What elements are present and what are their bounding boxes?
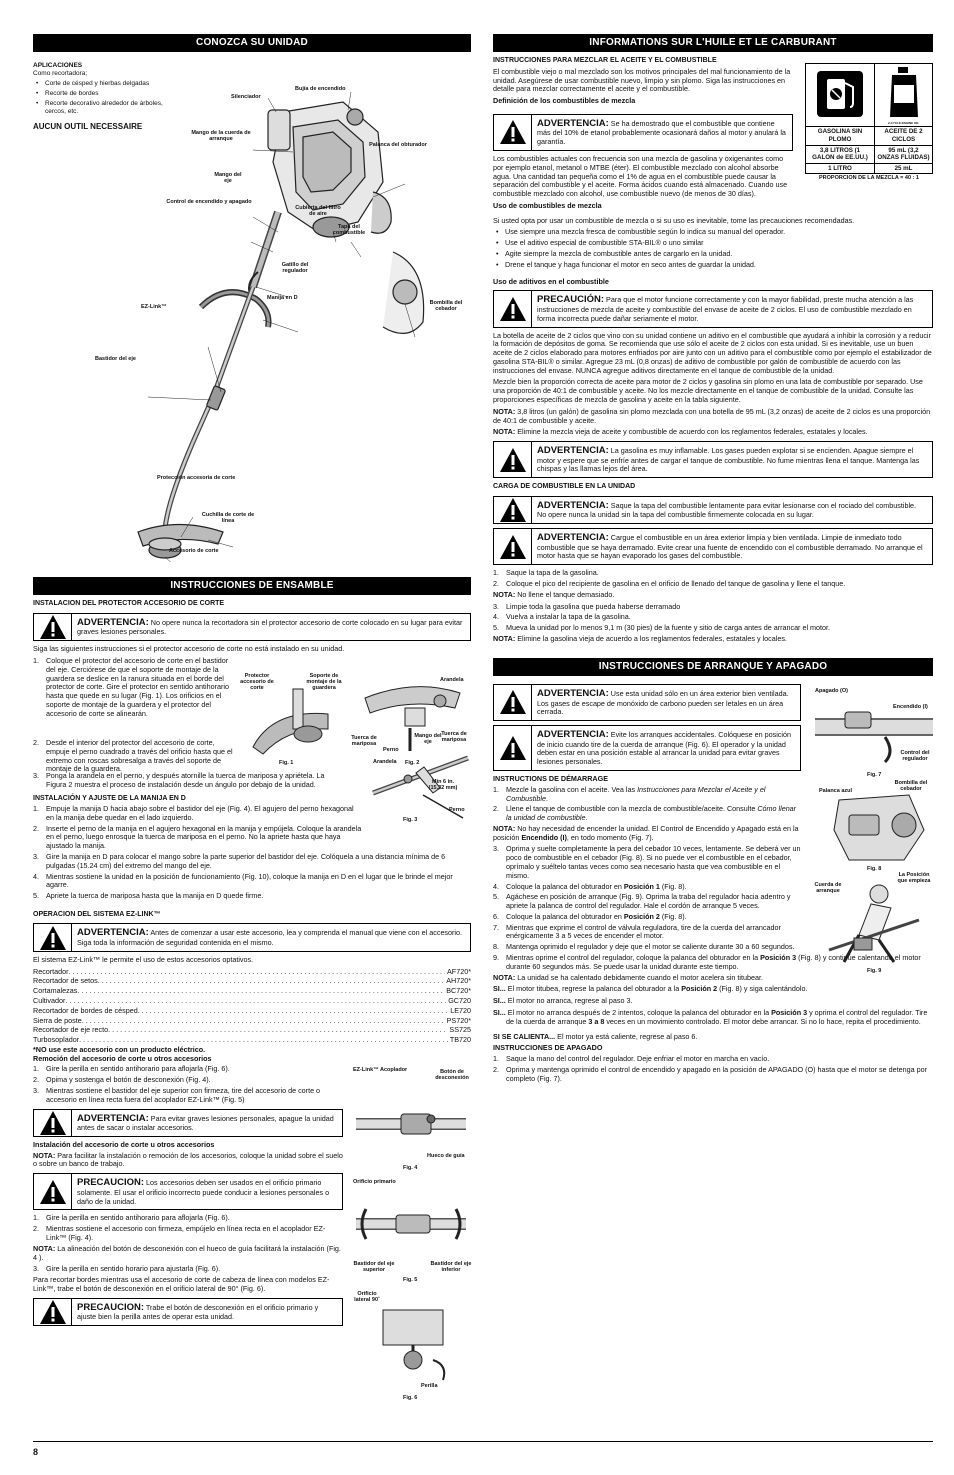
list-item: 9. Mientras oprime el control del regulador, coloque la palanca del obturador en la Posición 3 (Fig. 8) y continúe calentando el motor durante 60 segundos más. Se puede usar la unidad durante este tiempo. — [493, 953, 921, 971]
accessory-row: Recortador . . . AF720* — [33, 968, 471, 977]
paragraph: Mezcle bien la proporción correcta de aceite para motor de 2 ciclos y gasolina sin plomo en una lata de combustible por separado. Use una proporción de 40:1 de combustible y aceite. No los mezcle directamente en el tanque de combustible de la unidad. Consulte las proporciones específicas de mezcla de gasolina y aceite en la tabla siguiente. — [493, 377, 923, 404]
list-item: 6. Coloque la palanca del obturador en Posición 2 (Fig. 8). — [493, 911, 687, 921]
accessory-row: Cultivador . . . GC720 — [33, 997, 471, 1006]
subheading-use-blend: Uso de combustibles de mezcla — [493, 200, 602, 210]
subheading-guard-install: INSTALACION DEL PROTECTOR ACCESORIO DE CORTE — [33, 600, 225, 608]
list-item: 2. Opima y sostenga el botón de desconexión (Fig. 4). — [33, 1075, 211, 1085]
label-shaft-housing: Bastidor del eje — [95, 356, 136, 363]
label-choke-lever: Palanca del obturador — [369, 142, 427, 149]
accessory-list — [33, 968, 471, 1045]
if-line: SI... El motor no arranca después de 2 intentos, coloque la palanca del obturador en la Posición 3 y oprima el control del regulador. Tire de la cuerda de arranque 3 a 8 veces en un movimiento controlado. El motor debe arrancar. Si no lo hace, repita el procedimiento. — [493, 1007, 928, 1026]
caution-body: Trabe el botón de desconexión en el orificio primario y ajuste bien la perilla antes de operar esta unidad. — [77, 1302, 319, 1322]
warning-heading: ADVERTENCIA: — [77, 1112, 149, 1124]
caution-box — [493, 290, 933, 327]
list-item: 1. Gire la perilla en sentido antihorario para aflojarla (Fig. 6). — [33, 1213, 230, 1223]
fig8-label-primer: Bombilla del cebador — [894, 779, 928, 792]
paragraph: Los combustibles actuales con frecuencia son una mezcla de gasolina y oxigenantes como por ejemplo etanol, metanol o MTBE (éter). El combustible mezclado con alcohol absorbe agua. Una cantidad tan pequeña como el 1% de agua en el combustible puede causar la separación del combustible y el aceite. Forma ácidos cuando está almacenado. Cuando use combustible mezclado con alcohol, use combustible nuevo (de menos de 30 días). — [493, 153, 788, 199]
no-tool-note: AUCUN OUTIL NECESSAIRE — [33, 121, 143, 131]
caution-text — [72, 1174, 342, 1209]
accessory-row: Recortador de setos . . . AH720* — [33, 977, 471, 986]
if-line: SI SE CALIENTA... El motor ya está caliente, regrese al paso 6. — [493, 1031, 698, 1041]
note: NOTA: No hay necesidad de encender la unidad. El Control de Encendido y Apagado está en la posición Encendido (I), en todo momento (Fig. 7). — [493, 823, 799, 842]
note: NOTA: No llene el tanque demasiado. — [493, 589, 615, 599]
paragraph: Si usted opta por usar un combustible de mezcla o si su uso es inevitable, tome las precauciones recomendadas. — [493, 215, 855, 225]
warning-icon — [34, 1110, 72, 1136]
list-item: 5. Mueva la unidad por lo menos 9,1 m (30 pies) de la fuente y sitio de carga antes de arrancar el motor. — [493, 623, 831, 633]
list-item: 2. Coloque el pico del recipiente de gasolina en el orificio de llenado del tanque de gasolina y llene el tanque. — [493, 579, 846, 589]
label-shaft-handle: Mango del eje — [214, 172, 242, 185]
warning-box — [493, 496, 933, 524]
application-item: • Recorte decorativo alrededor de árboles, cercos, etc. — [33, 100, 173, 116]
list-item: 1. Empuje la manija D hacia abajo sobre el bastidor del eje (Fig. 4). El agujero del perno hexagonal en la manija debe quedar en el lado izquierdo. — [33, 804, 354, 822]
caution-box — [33, 1298, 343, 1326]
label-d-handle: Manija en D — [267, 295, 298, 302]
list-item: 5. Apriete la tuerca de mariposa hasta que la manija en D quede firme. — [33, 891, 264, 901]
warning-icon — [494, 497, 532, 523]
know-unit-area — [33, 52, 471, 557]
right-column — [493, 34, 933, 1085]
fuel-ratio-table — [805, 63, 933, 182]
accessory-row: Recortador de bordes de césped . . . LE720 — [33, 1007, 471, 1016]
fig1-label-protector: Protector accesorio de corte — [240, 673, 274, 692]
list-item: 1. Mezcle la gasolina con el aceite. Vea las Instrucciones para Mezclar el Aceite y el Combustible. — [493, 784, 766, 803]
table-cell: 25 mL — [875, 163, 933, 174]
warning-box — [493, 684, 801, 721]
fig3-label-wingnut: Tuerca de mariposa — [351, 734, 377, 747]
accessory-row: Turbosoplador . . . TB720 — [33, 1036, 471, 1045]
fig2-caption: Fig. 2 — [405, 760, 420, 767]
warning-body: Use esta unidad sólo en un área exterior bien ventilada. Los gases de escape de monóxido de carbono pueden ser letales en un área cerrada. — [537, 688, 789, 717]
warning-icon — [494, 442, 532, 477]
warning-body: No opere nunca la recortadora sin el protector accesorio de corte colocado en su lugar para evitar graves lesiones personales. — [77, 617, 463, 637]
fig3-label-shaft-handle: Mango del eje — [414, 732, 442, 745]
fig7-label-off: Apagado (O) — [815, 687, 848, 694]
fig4-label-coupler: EZ-Link™ Acoplador — [353, 1067, 408, 1074]
warning-text — [532, 115, 792, 150]
list-item: • Use siempre una mezcla fresca de combustible según lo indica su manual del operador. — [493, 228, 933, 237]
mix-ratio-caption: PROPORCION DE LA MEZCLA = 40 : 1 — [819, 175, 919, 182]
warning-text — [532, 529, 932, 564]
figure-4-illustration — [351, 1089, 471, 1159]
oil-bottle-cell — [875, 64, 933, 127]
warning-body: La gasolina es muy inflamable. Los gases pueden explotar si se encienden. Apague siempre el motor y espere que se enfríe antes de cargar el tanque de combustible. No fume mientras llena el tanque. Mantenga las chispas y las llamas lejos del área. — [537, 446, 920, 474]
warning-box — [33, 613, 471, 641]
note: NOTA: La alineación del botón de desconexión con el hueco de guía facilitará la instalación (Fig. 4 ). — [33, 1243, 341, 1262]
warning-heading: ADVERTENCIA: — [537, 445, 609, 457]
warning-text — [532, 497, 932, 523]
fig9-label-position: La Posición que empieza — [897, 871, 931, 884]
list-item: • Use el aditivo especial de combustible STA-BIL® o uno similar — [493, 239, 933, 248]
label-fuel-cap: Tapa del combustible — [332, 224, 366, 237]
fig5-caption: Fig. 5 — [403, 1277, 418, 1284]
fig7-label-on: Encendido (I) — [893, 703, 928, 710]
warning-icon — [34, 1299, 72, 1325]
paragraph: Siga las siguientes instrucciones si el protector accesorio de corte no está instalado en su unidad. — [33, 644, 345, 654]
fig4-label-guide: Hueco de guía — [427, 1153, 465, 1160]
accessory-row: Recortador de eje recto . . . SS725 — [33, 1026, 471, 1035]
fig9-caption: Fig. 9 — [867, 967, 882, 974]
caution-heading: PRECAUCIÓN: — [537, 294, 605, 306]
fig5-label-upper: Bastidor del eje superior — [353, 1261, 395, 1274]
list-item: 7. Mientras que exprime el control de válvula reguladora, tire de la cuerda del arrancador enérgicamente 3 a 5 veces de encender el motor. — [493, 922, 781, 941]
table-cell: 95 mL (3,2 ONZAS FLUIDAS) — [875, 145, 933, 163]
warning-icon — [494, 726, 532, 770]
label-spark-plug: Bujía de encendido — [295, 86, 346, 93]
caution-heading: PRECAUCION: — [77, 1177, 145, 1189]
left-column — [33, 34, 472, 1402]
note: NOTA: La unidad se ha calentado debidamente cuando el motor acelera sin titubear. — [493, 972, 763, 982]
fig6-caption: Fig. 6 — [403, 1395, 418, 1402]
caution-heading: PRECAUCION: — [77, 1301, 145, 1313]
subheading-definition: Definición de los combustibles de mezcla — [493, 96, 636, 106]
list-item: • Drene el tanque y haga funcionar el motor en seco antes de guardar la unidad. — [493, 261, 933, 270]
paragraph: El combustible viejo o mal mezclado son los motivos principales del mal funcionamiento de la unidad. Asegúrese de usar combustible nuevo, limpio y sin plomo. Siga las instrucciones en detalle para mezclar correctamente el aceite y el combustible. — [493, 66, 791, 94]
fig9-label-cord: Cuerda de arranque — [814, 881, 842, 894]
warning-text — [72, 614, 470, 640]
warning-body: Cargue el combustible en un área exterior limpia y bien ventilada. Limpie de inmediato todo combustible que se haya derramado. Evite crear una fuente de encendido con el combustible derramado. No arranque el motor hasta que se hayan evaporado los gases del combustible. — [537, 533, 923, 561]
list-item: 3. Limpie toda la gasolina que pueda haberse derramado — [493, 601, 681, 611]
ezlink-procedure — [33, 1064, 472, 1402]
list-item: 8. Mantenga oprimido el regulador y deje que el motor se caliente durante 30 a 60 segundos. — [493, 942, 795, 952]
fig4-label-button: Botón de desconexión — [435, 1069, 469, 1082]
accessory-row: Cortamalezas . . . BC720* — [33, 987, 471, 996]
fig8-caption: Fig. 8 — [867, 865, 882, 872]
caution-body: Los accesorios deben ser usados en el orificio primario solamente. El usar el orificio incorrecto puede conducir a lesiones personales o daño de la unidad. — [77, 1178, 330, 1206]
caution-text — [72, 1299, 342, 1325]
list-item: 4. Mientras sostiene la unidad en la posición de funcionamiento (Fig. 10), coloque la manija en D en el lugar que le brinde el mejor agarre. — [33, 871, 453, 890]
list-item: 1. Coloque el protector del accesorio de corte en el bastidor del eje. Cerciórese de que el soporte de montaje de la guardera se deslice en la ranura situada en el borde del protector de corte. Gire el protector en sentido antihorario hasta que quede en su lugar (Fig. 1). Los orificios en el soporte de montaje de la guardera y el protector del accesorio de corte se alinearán. — [33, 656, 229, 718]
fig7-caption: Fig. 7 — [867, 771, 882, 778]
list-item: 1. Saque la mano del control del regulador. Deje enfriar el motor en marcha en vacío. — [493, 1054, 770, 1064]
caution-text — [532, 291, 932, 326]
warning-heading: ADVERTENCIA: — [77, 927, 149, 939]
label-primer-bulb: Bombilla del cebador — [429, 300, 463, 313]
warning-heading: ADVERTENCIA: — [77, 616, 149, 628]
fig5-label-primary-hole: Orificio primario — [353, 1179, 396, 1186]
fig8-label-blue-lever: Palanca azul — [819, 787, 853, 794]
warning-text — [72, 924, 470, 950]
gas-pump-icon — [815, 69, 865, 119]
warning-box — [33, 1109, 343, 1137]
section-header-know-unit: CONOZCA SU UNIDAD — [33, 34, 471, 52]
list-item: 1. Gire la perilla en sentido antihorario para aflojarla (Fig. 6). — [33, 1064, 230, 1074]
figure-8-illustration — [819, 787, 933, 866]
list-item: 2. Llene el tanque de combustible con la mezcla de combustible/aceite. Consulte Cómo llenar la unidad de combustible. — [493, 804, 797, 823]
subheading-fuel-loading: CARGA DE COMBUSTIBLE EN LA UNIDAD — [493, 483, 636, 491]
paragraph: Para recortar bordes mientras usa el accesorio de corte de cabeza de línea con modelos EZ-Link™, trabe el botón de desconexión en el orificio lateral de 90° (Fig. 6). — [33, 1275, 330, 1293]
warning-text — [532, 726, 800, 770]
list-item: 3. Oprima y suelte completamente la pera del cebador 10 veces, lentamente. Se deberá ver un poco de combustible en el cebador (Fig. 8). Si no puede ver el combustible en el cebador, oprímalo y suéltelo tantas veces como sea necesario hasta que vea combustible en el mismo. — [493, 844, 801, 880]
application-item: • Recorte de bordes — [33, 90, 183, 98]
fig6-label-knob: Perilla — [421, 1383, 438, 1390]
subheading-mixing: INSTRUCCIONES PARA MEZCLAR EL ACEITE Y EL COMBUSTIBLE — [493, 57, 717, 65]
warning-icon — [494, 291, 532, 326]
warning-box — [493, 114, 793, 151]
warning-icon — [34, 1174, 72, 1209]
gas-pump-cell — [806, 64, 875, 127]
applications-intro: Como recortadora; — [33, 70, 88, 78]
section-header-assembly: INSTRUCCIONES DE ENSAMBLE — [33, 577, 471, 595]
list-item: 2. Desde el interior del protector del accesorio de corte, empuje el perno cuadrado a través del orificio hasta que el extremo con roscas sobresalga a través del soporte de montaje de la guardera. — [33, 738, 233, 774]
subheading-stop: INSTRUCCIONES DE APAGADO — [493, 1043, 603, 1053]
subheading-additives: Uso de aditivos en el combustible — [493, 276, 609, 286]
warning-heading: ADVERTENCIA: — [537, 687, 609, 699]
warning-heading: ADVERTENCIA: — [537, 729, 609, 741]
warning-text — [532, 685, 800, 720]
subheading-install: Instalación del accesorio de corte u otros accesorios — [33, 1139, 215, 1149]
fig1-label-mount: Soporte de montaje de la guardera — [306, 673, 342, 692]
subheading-start: INSTRUCTIONS DE DÉMARRAGE — [493, 773, 609, 783]
table-header: ACEITE DE 2 CICLOS — [875, 127, 933, 145]
fig2-label-bolt: Perno — [383, 747, 399, 754]
warning-body: Antes de comenzar a usar este accesorio, lea y comprenda el manual que viene con el accesorio. Siga toda la información de seguridad contenida en el mismo. — [77, 928, 463, 948]
warning-body: Evite los arranques accidentales. Colóquese en posición de inicio cuando tire de la cuerda de arranque (Fig. 6). El operador y la unidad deben estar en una posición estable al arrancar la unidad para evitar graves lesiones personales. — [537, 730, 791, 767]
label-on-off-control: Control de encendido y apagado — [166, 199, 252, 206]
warning-heading: ADVERTENCIA: — [537, 117, 609, 129]
caution-box — [33, 1173, 343, 1210]
paragraph: La botella de aceite de 2 ciclos que vino con su unidad contiene un aditivo en el combustible que ayudará a inhibir la corrosión y a reducir la formación de depósitos de goma. Se recomienda que use sólo el aceite de 2 ciclos con esta unidad. Si es inevitable, use un buen aceite de 2 ciclos elaborado para motores enfriados por aire junto con un aditivo para el combustible como por ejemplo el estabilizador de gasolina STA-BIL® o similar. Agregue 23 mL (0,8 onzas) de aditivo de combustible por galón de combustible de acuerdo con las instrucciones del envase. NUNCA agregue aditivos directamente en el tanque de combustible de la unidad. — [493, 330, 932, 375]
if-line: SI... El motor titubea, regrese la palanca del obturador a la Posición 2 (Fig. 8) y siga calentándolo. — [493, 984, 808, 994]
label-muffler: Silenciador — [231, 94, 261, 101]
fig1-caption: Fig. 1 — [279, 760, 294, 767]
note: NOTA: 3,8 litros (un galón) de gasolina sin plomo mezclada con una botella de 95 mL (3,2 onzas) de aceite de 2 ciclos es una proporción de 40:1 de combustible y aceite. — [493, 406, 931, 425]
warning-box — [493, 725, 801, 771]
label-air-filter-cover: Cubierta del filtro de aire — [295, 205, 341, 218]
note: NOTA: Elimine la mezcla vieja de aceite y combustible de acuerdo con los reglamentos federales, estatales y locales. — [493, 427, 868, 437]
label-ezlink: EZ-Link™ — [141, 304, 167, 311]
warning-icon — [34, 924, 72, 950]
label-cutting-attachment: Accesorio de corte — [169, 548, 219, 555]
list-item: 2. Mientras sostiene el accesorio con firmeza, empújelo en línea recta en el acoplador EZ-Link™ (Fig. 4). — [33, 1224, 326, 1242]
section-header-start: INSTRUCCIONES DE ARRANQUE Y APAGADO — [493, 658, 933, 676]
warning-body: Saque la tapa del combustible lentamente para evitar lesionarse con el rociado del combustible. No opere nunca la unidad sin la tapa del combustible firmemente colocada en su lugar. — [537, 500, 917, 520]
fig2-label-wingnut: Tuerca de mariposa — [441, 731, 467, 744]
accessory-row: Sierra de poste . . . PS720* — [33, 1017, 471, 1026]
table-cell: 3,8 LITROS (1 GALON de EE.UU.) — [806, 145, 875, 163]
application-item: • Corte de césped y hierbas delgadas — [33, 80, 183, 88]
list-item: 4. Coloque la palanca del obturador en Posición 1 (Fig. 8). — [493, 881, 687, 891]
fig7-label-throttle: Control del regulador — [900, 749, 930, 762]
accessory-note: *NO use este accesorio con un producto eléctrico. — [33, 1044, 206, 1054]
warning-text — [532, 442, 932, 477]
fig2-label-washer: Arandela — [440, 677, 464, 684]
page-number: 8 — [33, 1447, 39, 1457]
section-header-fuel: INFORMATIONS SUR L'HUILE ET LE CARBURANT — [493, 34, 933, 52]
list-item: 3. Mientras sostiene el bastidor del eje superior con firmeza, tire del accesorio de corte o accesorio en línea recta fuera del acoplador EZ-Link™ (Fig. 5) — [33, 1086, 321, 1104]
label-cutting-guard: Protección accesoria de corte — [157, 475, 236, 482]
warning-box — [33, 923, 471, 951]
warning-heading: ADVERTENCIA: — [537, 499, 609, 511]
label-throttle-trigger: Gatillo del regulador — [281, 262, 309, 275]
label-line-blade: Cuchilla de corte de línea — [201, 512, 255, 525]
fig5-label-lower: Bastidor del eje inferior — [430, 1261, 472, 1274]
subheading-ezlink: OPERACION DEL SISTEMA EZ-LINK™ — [33, 910, 161, 918]
fig6-label-side-hole: Orificio lateral 90˚ — [354, 1291, 380, 1304]
caution-body: Para que el motor funcione correctamente y con la mayor fiabilidad, preste mucha atención a las instrucciones de mezcla de aceite y combustible del envase de aceite de 2 ciclos. El uso de combustible mezclado en forma incorrecta puede dañar seriamente el motor. — [537, 295, 914, 323]
figure-5-illustration — [351, 1189, 471, 1259]
table-header: GASOLINA SIN PLOMO — [806, 127, 875, 145]
fig3-label-min: Mín 6 in. (15.32 mm) — [428, 778, 458, 791]
list-item: 3. Gire la manija en D para colocar el mango sobre la parte superior del bastidor del eje. Colóquela a una distancia mínima de 6 pulgadas (15.24 cm) del extremo del mango del eje. — [33, 852, 446, 870]
subheading-removal: Remoción del accesorio de corte u otros accesorios — [33, 1053, 212, 1063]
list-item: 3. Gire la perilla en sentido horario para ajustarla (Fig. 6). — [33, 1264, 221, 1274]
warning-icon — [494, 115, 532, 150]
list-item: 2. Inserte el perno de la manija en el agujero hexagonal en la manija y empújela. Coloque la arandela en el perno, luego enrosque la tuerca de mariposa en el perno. No la apriete hasta que haya ajustado la manija. — [33, 823, 362, 851]
list-item: 4. Vuelva a instalar la tapa de la gasolina. — [493, 612, 631, 622]
list-item: 5. Agáchese en posición de arranque (Fig. 9). Oprima la traba del regulador hacia adentro y apriete la palanca de control del regulador. Hale el cordón de arranque 5 veces. — [493, 892, 791, 911]
warning-text — [72, 1110, 342, 1136]
warning-icon — [494, 685, 532, 720]
table-cell: 1 LITRO — [806, 163, 875, 174]
list-item: 2. Oprima y mantenga oprimido el control de encendido y apagado en la posición de APAGADO (O) hasta que el motor se detenga por completo (Fig. 7). — [493, 1064, 927, 1083]
fig3-label-washer: Arandela — [373, 758, 397, 765]
subheading-dhandle: INSTALACIÓN Y AJUSTE DE LA MANIJA EN D — [33, 794, 186, 802]
paragraph: El sistema EZ-Link™ le permite el uso de estos accesorios optativos. — [33, 954, 254, 964]
list-item: 3. Ponga la arandela en el perno, y después atornille la tuerca de mariposa y apriétela. La Figura 2 muestra el proceso de instalación desde un ángulo por debajo de la unidad. — [33, 771, 325, 789]
footer-rule — [33, 1441, 933, 1442]
fig4-caption: Fig. 4 — [403, 1165, 418, 1172]
list-item: • Agite siempre la mezcla de combustible antes de cargarlo en la unidad. — [493, 250, 933, 259]
warning-heading: ADVERTENCIA: — [537, 532, 609, 544]
fig3-caption: Fig. 3 — [403, 816, 418, 823]
oil-bottle-label: 2-CYCLE ENGINE OIL — [888, 120, 920, 125]
note: NOTA: Elimine la gasolina vieja de acuerdo a los reglamentos federales, estatales y locales. — [493, 633, 787, 643]
fig3-label-bolt: Perno — [449, 806, 465, 813]
oil-bottle-icon — [884, 65, 924, 119]
trimmer-illustration — [93, 92, 433, 562]
if-line: SI... El motor no arranca, regrese al paso 3. — [493, 996, 633, 1006]
warning-icon — [34, 614, 72, 640]
warning-body: Para evitar graves lesiones personales, apague la unidad antes de sacar o instalar accesorios. — [77, 1113, 334, 1133]
warning-body: Se ha demostrado que el combustible que contiene más del 10% de etanol probablemente ocasionará daños al motor y anulará la garantía. — [537, 118, 786, 147]
warning-icon — [494, 529, 532, 564]
note: NOTA: Para facilitar la instalación o remoción de los accesorios, coloque la unidad sobre el suelo o sobre un banco de trabajo. — [33, 1150, 343, 1169]
applications-title: APLICACIONES — [33, 62, 83, 70]
warning-box — [493, 441, 933, 478]
list-item: 1. Saque la tapa de la gasolina. — [493, 568, 599, 578]
label-starter-handle: Mango de la cuerda de arranque — [191, 130, 251, 143]
warning-box — [493, 528, 933, 565]
figure-6-illustration — [363, 1305, 463, 1385]
